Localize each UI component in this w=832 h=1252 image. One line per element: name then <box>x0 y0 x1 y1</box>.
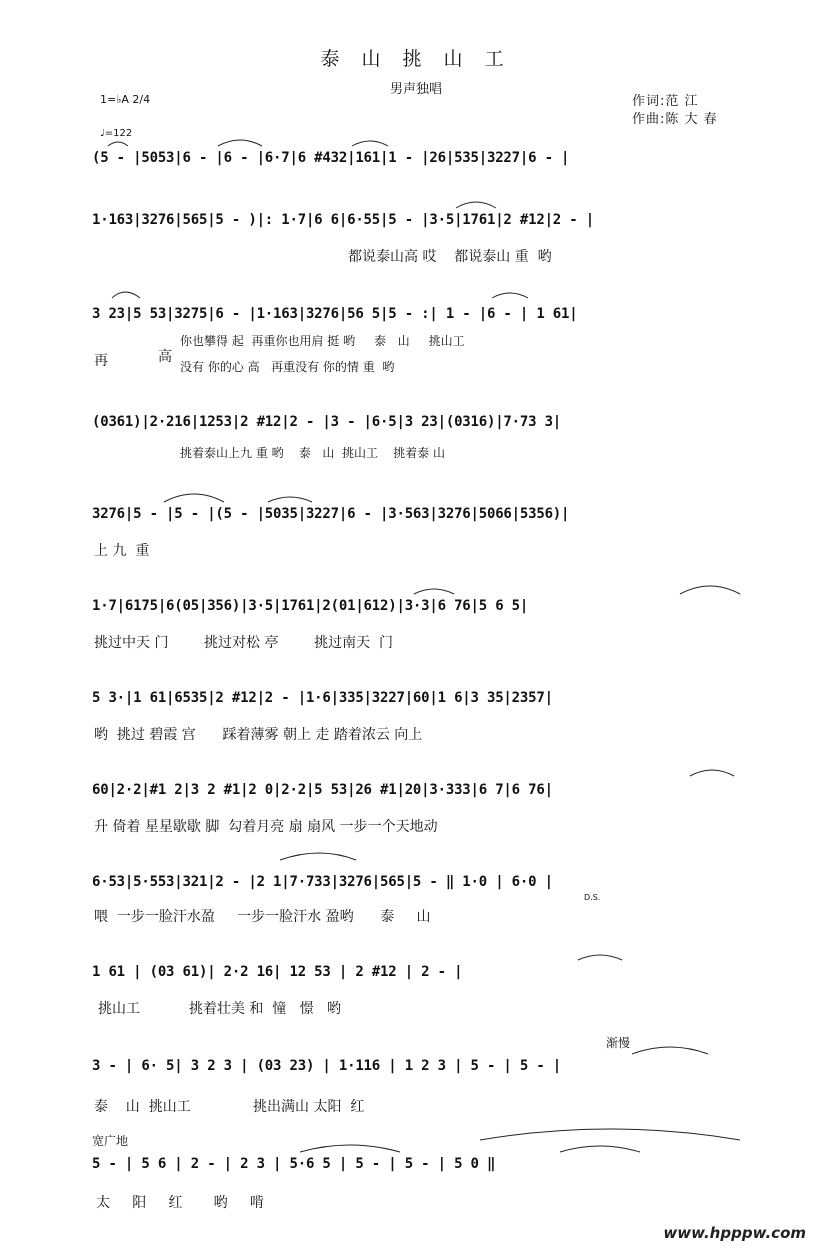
notation-line: 3 23|5 53|3275|6 - |1·163|3276|56 5|5 - :| 1 - |6 - | 1 61| <box>92 306 578 322</box>
key-signature: 1=♭A 2/4 <box>100 93 151 106</box>
tempo-marking: ♩=122 <box>100 128 133 139</box>
notation-line: 5 3·|1 61|6535|2 #12|2 - |1·6|335|3227|60|1 6|3 35|2357| <box>92 690 553 706</box>
lyric-line: 挑着泰山上九 重 哟 泰 山 挑山工 挑着泰 山 <box>180 446 446 460</box>
notation-line: 5 - | 5 6 | 2 - | 2 3 | 5·6 5 | 5 - | 5 - | 5 0 ‖ <box>92 1156 496 1172</box>
lyric-line: 上 九 重 <box>94 543 150 559</box>
notation-line: 60|2·2|#1 2|3 2 #1|2 0|2·2|5 53|26 #1|20|3·333|6 7|6 76| <box>92 782 553 798</box>
dal-segno-mark: D.S. <box>584 893 601 902</box>
notation-line: 1·163|3276|565|5 - )|: 1·7|6 6|6·55|5 - |3·5|1761|2 #12|2 - | <box>92 212 594 228</box>
lyric-line: 喂 一步一脸汗水盈 一步一脸汗水 盈哟 泰 山 <box>94 909 431 925</box>
lyric-line-aside: 再 <box>94 353 108 369</box>
lyric-line: 泰 山 挑山工 挑出满山 太阳 红 <box>94 1099 365 1115</box>
notation-line: 1 61 | (03 61)| 2·2 16| 12 53 | 2 #12 | 2 - | <box>92 964 463 980</box>
lyricist-credit: 作词:范 江 <box>632 94 699 109</box>
composer-credit: 作曲:陈 大 春 <box>632 112 718 127</box>
notation-line: (0361)|2·216|1253|2 #12|2 - |3 - |6·5|3 23|(0316)|7·73 3| <box>92 414 562 430</box>
site-watermark: www.hpppw.com <box>663 1224 806 1242</box>
broad-tempo-mark: 宽广地 <box>92 1134 129 1148</box>
song-title: 泰 山 挑 山 工 <box>320 48 512 70</box>
notation-line: 3 - | 6· 5| 3 2 3 | (03 23) | 1·116 | 1 2 3 | 5 - | 5 - | <box>92 1058 562 1074</box>
lyric-line: 没有 你的心 高 再重没有 你的情 重 哟 <box>180 360 395 374</box>
lyric-line: 太 阳 红 哟 啃 <box>96 1195 264 1211</box>
notation-line: 1·7|6175|6(05|356)|3·5|1761|2(01|612)|3·3|6 76|5 6 5| <box>92 598 529 614</box>
notation-line: 6·53|5·553|321|2 - |2 1|7·733|3276|565|5 - ‖ 1·0 | 6·0 | <box>92 874 553 890</box>
lyric-line: 哟 挑过 碧霞 宫 踩着薄雾 朝上 走 踏着浓云 向上 <box>94 727 423 743</box>
lyric-line: 升 倚着 星星歇歇 脚 勾着月亮 扇 扇风 一步一个天地动 <box>94 819 438 835</box>
ritardando-mark: 渐慢 <box>606 1036 631 1050</box>
notation-line: 3276|5 - |5 - |(5 - |5035|3227|6 - |3·563|3276|5066|5356)| <box>92 506 570 522</box>
lyric-line: 都说泰山高 哎 都说泰山 重 哟 <box>348 249 552 265</box>
lyric-line: 你也攀得 起 再重你也用肩 挺 哟 泰 山 挑山工 <box>180 334 465 348</box>
lyric-line-aside: 高 <box>158 349 172 365</box>
performance-type: 男声独唱 <box>389 82 442 97</box>
lyric-line: 挑过中天 门 挑过对松 亭 挑过南天 门 <box>94 635 394 651</box>
notation-line: (5 - |5053|6 - |6 - |6·7|6 #432|161|1 - |26|535|3227|6 - | <box>92 150 570 166</box>
lyric-line: 挑山工 挑着壮美 和 憧 憬 哟 <box>98 1001 342 1017</box>
